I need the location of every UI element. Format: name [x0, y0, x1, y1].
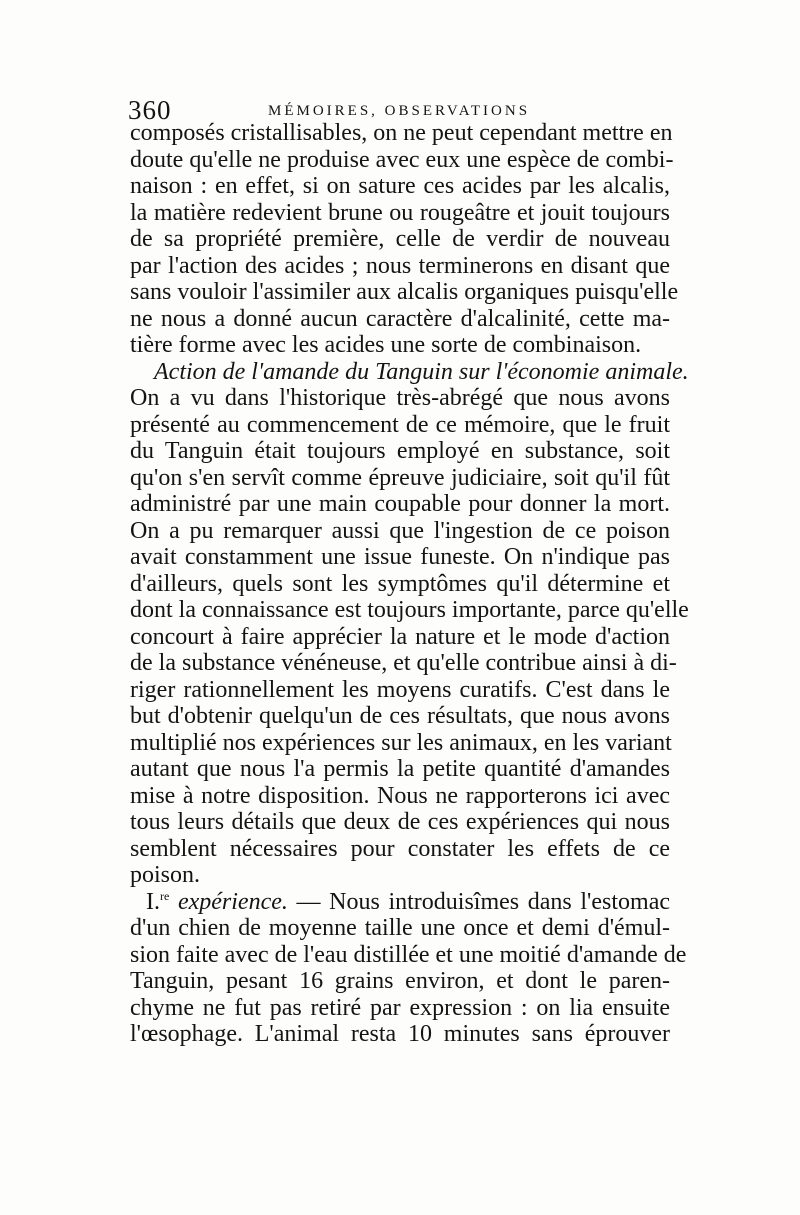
- text-line: On a vu dans l'historique très-abrégé que nous avons: [130, 385, 670, 411]
- text-line: naison : en effet, si on sature ces acides par les alcalis,: [130, 173, 670, 199]
- experiment-text: — Nous introduisîmes dans l'estomac: [296, 888, 671, 915]
- text-line: du Tanguin était toujours employé en substance, soit: [130, 438, 670, 464]
- text-line: chyme ne fut pas retiré par expression : on lia ensuite: [130, 994, 670, 1021]
- text-line: riger rationnellement les moyens curatifs. C'est dans le: [130, 676, 670, 703]
- experiment-superscript: re: [160, 888, 170, 903]
- section-heading: Action de l'amande du Tanguin sur l'économie animale.: [154, 358, 689, 385]
- running-head: MÉMOIRES, OBSERVATIONS: [268, 103, 531, 119]
- text-line: On a pu remarquer aussi que l'ingestion de ce poison: [130, 517, 670, 544]
- experiment-number: I.: [146, 888, 160, 915]
- text-line: doute qu'elle ne produise avec eux une espèce de combi-: [130, 146, 674, 173]
- text-line: administré par une main coupable pour donner la mort.: [130, 491, 670, 517]
- text-line: avait constamment une issue funeste. On n'indique pas: [130, 544, 670, 570]
- experiment-label: expérience.: [177, 888, 288, 915]
- text-line: autant que nous l'a permis la petite quantité d'amandes: [130, 756, 670, 782]
- text-line: la matière redevient brune ou rougeâtre et jouit toujours: [130, 199, 670, 226]
- text-line: par l'action des acides ; nous terminerons en disant que: [130, 252, 670, 279]
- text-line: présenté au commencement de ce mémoire, que le fruit: [130, 411, 670, 438]
- text-line: de sa propriété première, celle de verdir de nouveau: [130, 226, 670, 252]
- text-line: ne nous a donné aucun caractère d'alcalinité, cette ma-: [130, 305, 670, 332]
- body-text: [130, 120, 689, 1048]
- experiment-first-line: [130, 889, 670, 916]
- text-line: de la substance vénéneuse, et qu'elle contribue ainsi à di-: [130, 650, 677, 676]
- text-line: d'ailleurs, quels sont les symptômes qu'il détermine et: [130, 570, 670, 597]
- text-line: concourt à faire apprécier la nature et le mode d'action: [130, 623, 670, 650]
- text-line: Tanguin, pesant 16 grains environ, et dont le paren-: [130, 968, 670, 994]
- text-line: semblent nécessaires pour constater les effets de ce: [130, 835, 670, 862]
- text-line: composés cristallisables, on ne peut cependant mettre en: [130, 120, 673, 146]
- text-line: sans vouloir l'assimiler aux alcalis organiques puisqu'elle: [130, 279, 679, 305]
- text-line: l'œsophage. L'animal resta 10 minutes sans éprouver: [130, 1021, 670, 1047]
- text-line: poison.: [130, 862, 201, 888]
- text-line: sion faite avec de l'eau distillée et une moitié d'amande de: [130, 941, 687, 968]
- text-line: qu'on s'en servît comme épreuve judiciaire, soit qu'il fût: [130, 464, 670, 491]
- text-line: tière forme avec les acides une sorte de combinaison.: [130, 332, 642, 358]
- text-line: d'un chien de moyenne taille une once et demi d'émul-: [130, 915, 670, 941]
- text-line: dont la connaissance est toujours importante, parce qu'elle: [130, 597, 689, 623]
- text-line: multiplié nos expériences sur les animaux, en les variant: [130, 729, 672, 756]
- text-line: but d'obtenir quelqu'un de ces résultats, que nous avons: [130, 703, 670, 729]
- text-line: tous leurs détails que deux de ces expériences qui nous: [130, 809, 670, 835]
- text-line: mise à notre disposition. Nous ne rapporterons ici avec: [130, 782, 670, 809]
- page-number: 360: [128, 95, 172, 125]
